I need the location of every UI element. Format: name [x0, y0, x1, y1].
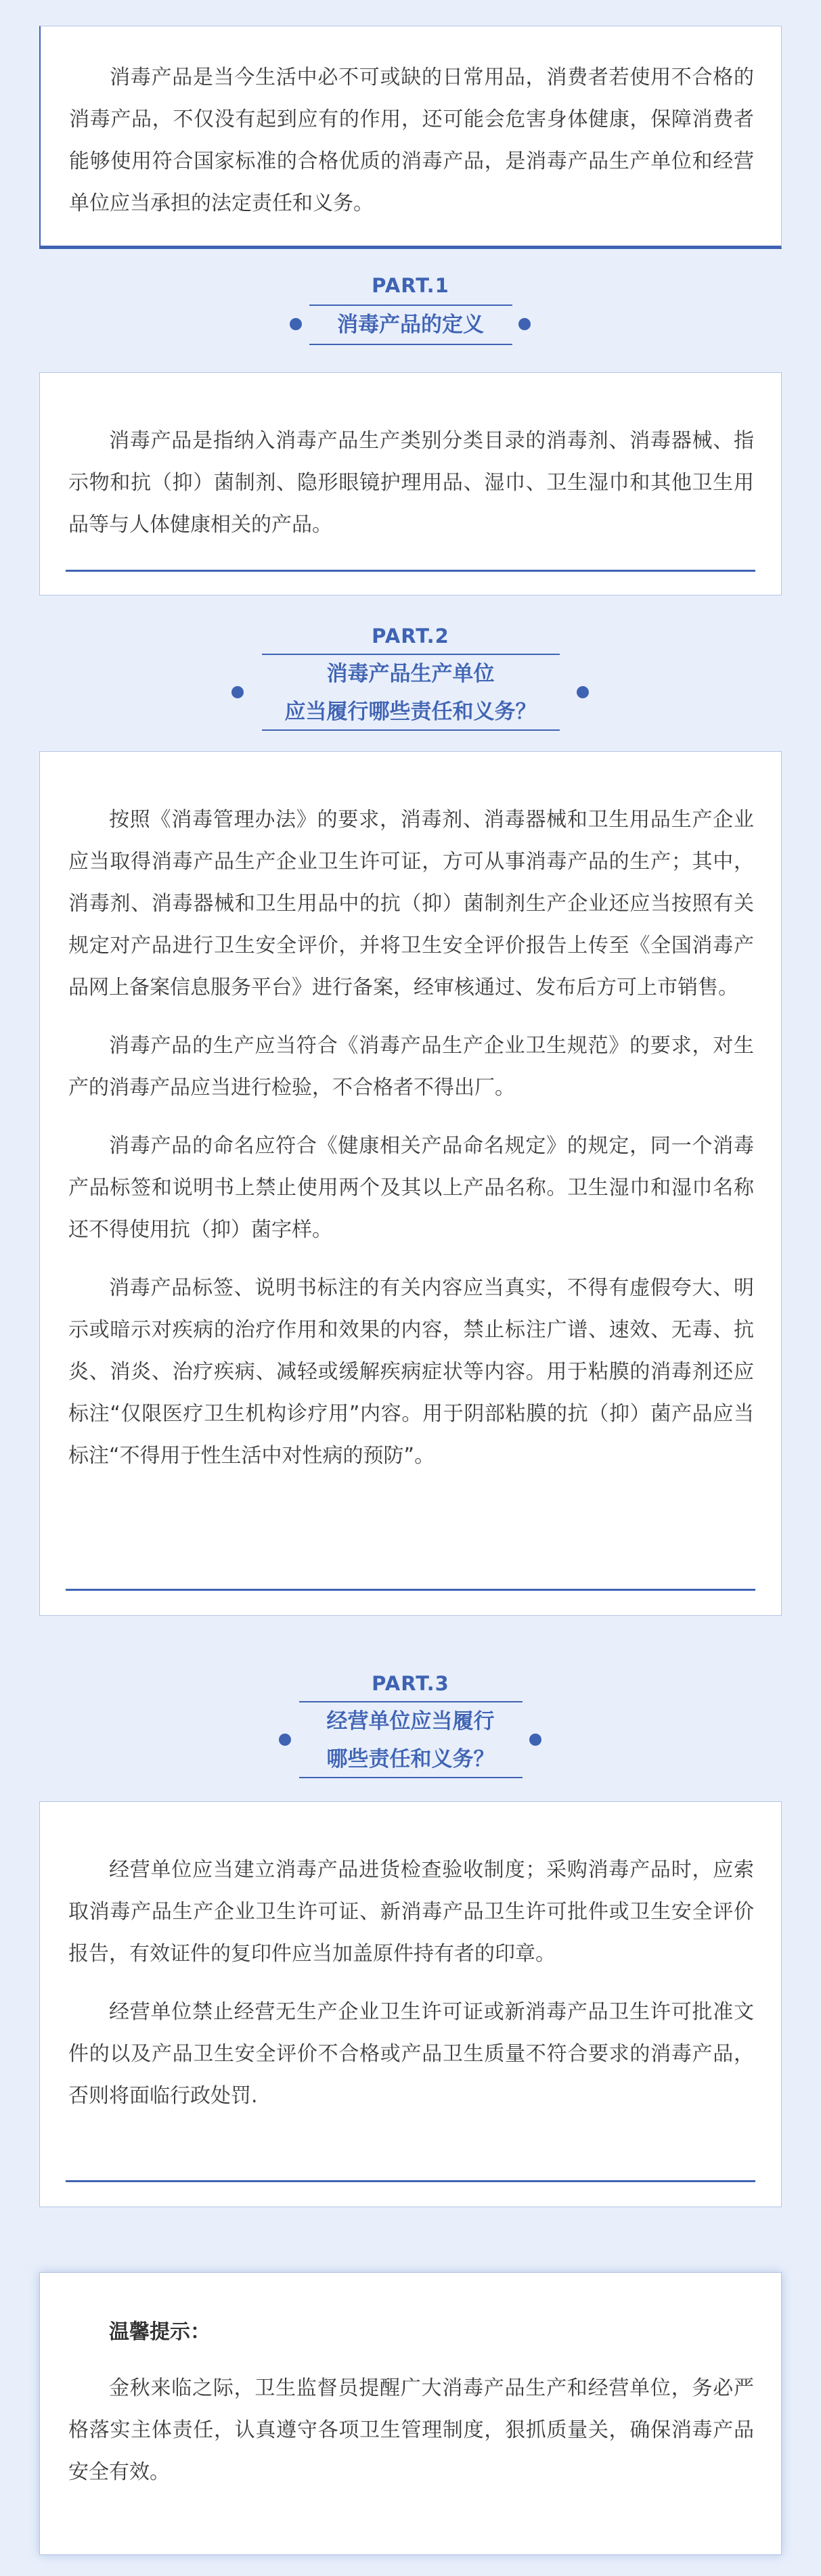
tip-card	[39, 2272, 782, 2555]
part1-paragraph: 消毒产品是指纳入消毒产品生产类别分类目录的消毒剂、消毒器械、指示物和抗（抑）菌制剂、隐形眼镜护理用品、湿巾、卫生湿巾和其他卫生用品等与人体健康相关的产品。	[68, 429, 754, 537]
part2-title-line-1: 消毒产品生产单位	[326, 662, 495, 686]
part2-right-dot	[577, 686, 589, 698]
part1-card	[39, 372, 782, 595]
part3-left-dot	[279, 1734, 291, 1746]
part3-card	[39, 1801, 782, 2207]
part1-label: PART.1	[372, 274, 449, 297]
part1-right-dot	[518, 318, 531, 330]
part2-bottom-rule	[66, 1589, 755, 1591]
part1-title-box	[309, 304, 512, 345]
part3-title-line-2: 哪些责任和义务？	[326, 1747, 495, 1771]
part1-title-line-1: 消毒产品的定义	[337, 313, 484, 337]
part3-title-box	[299, 1701, 523, 1778]
part2-title-line-2: 应当履行哪些责任和义务？	[284, 700, 537, 724]
part3-paragraph-1: 经营单位应当建立消毒产品进货检查验收制度；采购消毒产品时，应索取消毒产品生产企业卫生许可证、新消毒产品卫生许可批件或卫生安全评价报告，有效证件的复印件应当加盖原件持有者的印章。	[68, 1858, 754, 1966]
part1-bottom-rule	[66, 570, 755, 572]
tip-paragraph: 金秋来临之际，卫生监督员提醒广大消毒产品生产和经营单位，务必严格落实主体责任，认真遵守各项卫生管理制度，狠抓质量关，确保消毒产品安全有效。	[68, 2376, 754, 2484]
part2-left-dot	[231, 686, 244, 698]
part2-paragraph-4: 消毒产品标签、说明书标注的有关内容应当真实，不得有虚假夸大、明示或暗示对疾病的治疗作用和效果的内容，禁止标注广谱、速效、无毒、抗炎、消炎、治疗疾病、减轻或缓解疾病症状等内容。用于粘膜的消毒剂还应标注“仅限医疗卫生机构诊疗用”内容。用于阴部粘膜的抗（抑）菌产品应当标注“不得用于性生活中对性病的预防”。	[68, 1276, 754, 1468]
part3-heading	[0, 1671, 821, 1780]
part2-heading	[0, 624, 821, 732]
tip-title: 温馨提示：	[109, 2320, 210, 2344]
part3-bottom-rule	[66, 2180, 755, 2182]
part1-heading	[0, 273, 821, 348]
part1-left-dot	[290, 318, 302, 330]
part2-title-box	[262, 654, 560, 731]
part3-label: PART.3	[372, 1672, 449, 1695]
part2-card	[39, 751, 782, 1616]
part3-title-line-1: 经营单位应当履行	[326, 1709, 495, 1734]
part2-paragraph-1: 按照《消毒管理办法》的要求，消毒剂、消毒器械和卫生用品生产企业应当取得消毒产品生产企业卫生许可证，方可从事消毒产品的生产；其中，消毒剂、消毒器械和卫生用品中的抗（抑）菌制剂生产企业还应当按照有关规定对产品进行卫生安全评价，并将卫生安全评价报告上传至《全国消毒产品网上备案信息服务平台》进行备案，经审核通过、发布后方可上市销售。	[68, 808, 754, 999]
part3-paragraph-2: 经营单位禁止经营无生产企业卫生许可证或新消毒产品卫生许可批准文件的以及产品卫生安全评价不合格或产品卫生质量不符合要求的消毒产品，否则将面临行政处罚.	[68, 2000, 754, 2108]
intro-card	[39, 26, 782, 249]
intro-paragraph: 消毒产品是当今生活中必不可或缺的日常用品，消费者若使用不合格的消毒产品，不仅没有起到应有的作用，还可能会危害身体健康，保障消费者能够使用符合国家标准的合格优质的消毒产品，是消毒产品生产单位和经营单位应当承担的法定责任和义务。	[69, 66, 754, 215]
part2-label: PART.2	[372, 625, 449, 648]
part2-paragraph-2: 消毒产品的生产应当符合《消毒产品生产企业卫生规范》的要求，对生产的消毒产品应当进行检验，不合格者不得出厂。	[68, 1034, 754, 1100]
part3-right-dot	[529, 1734, 541, 1746]
part2-paragraph-3: 消毒产品的命名应符合《健康相关产品命名规定》的规定，同一个消毒产品标签和说明书上禁止使用两个及其以上产品名称。卫生湿巾和湿巾名称还不得使用抗（抑）菌字样。	[68, 1134, 754, 1242]
